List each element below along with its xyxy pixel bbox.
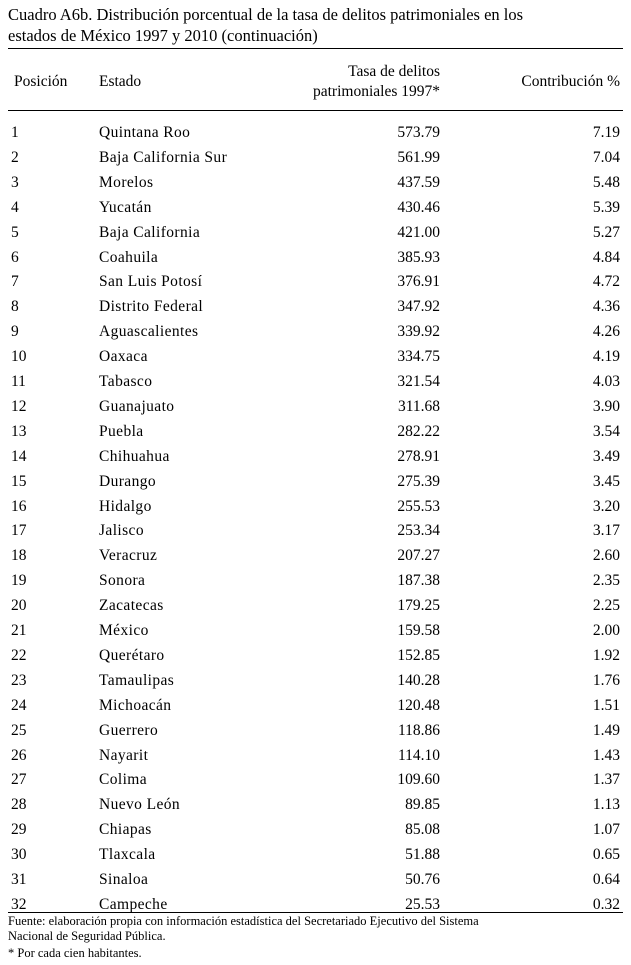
table-row (0, 297, 631, 322)
header-rule (8, 110, 623, 111)
estado-cell: Coahuila (99, 248, 159, 266)
posicion-cell: 19 (11, 572, 27, 590)
table-row (0, 198, 631, 223)
posicion-cell: 12 (11, 397, 27, 415)
table-row (0, 795, 631, 820)
tasa-cell: 339.92 (397, 323, 440, 341)
estado-cell: Tamaulipas (99, 671, 175, 689)
table-row (0, 472, 631, 497)
posicion-cell: 13 (11, 422, 27, 440)
tasa-cell: 50.76 (405, 871, 440, 888)
posicion-cell: 9 (11, 323, 19, 341)
contribucion-cell: 0.65 (592, 846, 620, 864)
tasa-cell: 437.59 (397, 173, 440, 191)
header-posicion: Posición (14, 73, 68, 90)
footnote-source-line-1: Fuente: elaboración propia con información estadística del Secretariado Ejecutivo del Sistema (8, 914, 479, 928)
estado-cell: Colima (99, 771, 148, 789)
table-row (0, 123, 631, 148)
estado-cell: Oaxaca (99, 348, 148, 366)
estado-cell: Zacatecas (99, 597, 164, 615)
contribucion-cell: 1.76 (592, 671, 620, 689)
posicion-cell: 8 (11, 298, 19, 316)
tasa-cell: 51.88 (405, 846, 440, 864)
estado-cell: Morelos (99, 173, 154, 191)
posicion-cell: 2 (11, 148, 19, 166)
top-rule (8, 48, 623, 49)
tasa-cell: 311.68 (397, 397, 440, 415)
contribucion-cell: 3.20 (592, 497, 620, 515)
contribucion-cell: 2.25 (592, 597, 620, 615)
posicion-cell: 15 (11, 472, 27, 490)
header-contribucion: Contribución % (521, 73, 620, 90)
tasa-cell: 376.91 (397, 273, 440, 291)
estado-cell: Campeche (99, 895, 168, 913)
tasa-cell: 347.92 (397, 298, 440, 316)
estado-cell: Quintana Roo (99, 124, 191, 141)
estado-cell: Guerrero (99, 721, 159, 739)
header-tasa-line-2: patrimoniales 1997* (313, 83, 440, 100)
estado-cell: Baja California Sur (99, 148, 228, 166)
table-row (0, 845, 631, 870)
tasa-cell: 561.99 (397, 148, 440, 166)
estado-cell: San Luis Potosí (99, 273, 203, 291)
estado-cell: Guanajuato (99, 397, 175, 415)
table-caption (8, 4, 623, 46)
tasa-cell: 85.08 (405, 821, 440, 839)
posicion-cell: 1 (11, 124, 19, 141)
estado-cell: Sinaloa (99, 871, 149, 888)
posicion-cell: 27 (11, 771, 27, 789)
table-row (0, 372, 631, 397)
contribucion-cell: 2.60 (592, 547, 620, 565)
posicion-cell: 10 (11, 348, 27, 366)
posicion-cell: 29 (11, 821, 27, 839)
estado-cell: Hidalgo (99, 497, 152, 515)
contribucion-cell: 3.49 (592, 447, 620, 465)
table-row (0, 596, 631, 621)
table-row (0, 696, 631, 721)
estado-cell: Aguascalientes (99, 323, 199, 341)
estado-cell: Yucatán (99, 198, 152, 216)
contribucion-cell: 4.36 (592, 298, 620, 316)
contribucion-cell: 4.26 (592, 323, 620, 341)
tasa-cell: 255.53 (397, 497, 440, 515)
contribucion-cell: 7.04 (592, 148, 620, 166)
estado-cell: Tabasco (99, 373, 153, 390)
posicion-cell: 6 (11, 248, 19, 266)
footnote-source-line-2: Nacional de Seguridad Pública. (8, 929, 166, 943)
contribucion-cell: 4.03 (592, 373, 620, 390)
table-row (0, 422, 631, 447)
estado-cell: Distrito Federal (99, 298, 204, 316)
caption-line-1: Cuadro A6b. Distribución porcentual de la tasa de delitos patrimoniales en los (8, 5, 524, 24)
contribucion-cell: 1.07 (592, 821, 620, 839)
table-row (0, 721, 631, 746)
posicion-cell: 5 (11, 223, 19, 241)
estado-cell: Sonora (99, 572, 146, 590)
estado-cell: Querétaro (99, 646, 165, 664)
contribucion-cell: 5.27 (592, 223, 620, 241)
posicion-cell: 24 (11, 696, 27, 714)
posicion-cell: 28 (11, 796, 27, 814)
estado-cell: Veracruz (99, 547, 158, 565)
table-row (0, 870, 631, 895)
table-row (0, 148, 631, 173)
table-row (0, 248, 631, 273)
footnote-source (8, 914, 623, 944)
posicion-cell: 7 (11, 273, 19, 291)
table-row (0, 347, 631, 372)
table-row (0, 646, 631, 671)
contribucion-cell: 1.49 (592, 721, 620, 739)
table-row (0, 671, 631, 696)
posicion-cell: 18 (11, 547, 27, 565)
contribucion-cell: 1.92 (592, 646, 620, 664)
table-row (0, 521, 631, 546)
tasa-cell: 421.00 (397, 223, 440, 241)
estado-cell: Puebla (99, 422, 144, 440)
table-row (0, 770, 631, 795)
tasa-cell: 114.10 (397, 746, 440, 764)
tasa-cell: 207.27 (397, 547, 440, 565)
tasa-cell: 109.60 (397, 771, 440, 789)
contribucion-cell: 1.13 (592, 796, 620, 814)
posicion-cell: 26 (11, 746, 27, 764)
estado-cell: Nuevo León (99, 796, 181, 814)
table-row (0, 746, 631, 771)
footnote-asterisk: * Por cada cien habitantes. (8, 946, 142, 960)
tasa-cell: 278.91 (397, 447, 440, 465)
posicion-cell: 20 (11, 597, 27, 615)
tasa-cell: 253.34 (397, 522, 440, 540)
table-row (0, 820, 631, 845)
posicion-cell: 21 (11, 622, 27, 639)
table-row (0, 223, 631, 248)
estado-cell: Baja California (99, 223, 201, 241)
estado-cell: Jalisco (99, 522, 144, 540)
estado-cell: Nayarit (99, 746, 149, 764)
posicion-cell: 14 (11, 447, 27, 465)
table-row (0, 447, 631, 472)
table-row (0, 571, 631, 596)
tasa-cell: 282.22 (397, 422, 440, 440)
table-row (0, 397, 631, 422)
posicion-cell: 17 (11, 522, 27, 540)
contribucion-cell: 2.35 (592, 572, 620, 590)
estado-cell: Michoacán (99, 696, 172, 714)
contribucion-cell: 0.32 (592, 895, 620, 913)
tasa-cell: 118.86 (397, 721, 440, 739)
table-row (0, 546, 631, 571)
tasa-cell: 120.48 (397, 696, 440, 714)
posicion-cell: 3 (11, 173, 19, 191)
tasa-cell: 187.38 (397, 572, 440, 590)
header-tasa-line-1: Tasa de delitos (348, 63, 440, 80)
tasa-cell: 275.39 (397, 472, 440, 490)
contribucion-cell: 3.54 (592, 422, 620, 440)
tasa-cell: 385.93 (397, 248, 440, 266)
contribucion-cell: 3.90 (592, 397, 620, 415)
table-row (0, 272, 631, 297)
posicion-cell: 31 (11, 871, 27, 888)
estado-cell: Durango (99, 472, 157, 490)
posicion-cell: 16 (11, 497, 27, 515)
contribucion-cell: 2.00 (592, 622, 620, 639)
table-row (0, 497, 631, 522)
tasa-cell: 179.25 (397, 597, 440, 615)
contribucion-cell: 4.72 (592, 273, 620, 291)
contribucion-cell: 7.19 (592, 124, 620, 141)
tasa-cell: 334.75 (397, 348, 440, 366)
caption-line-2: estados de México 1997 y 2010 (continuación) (8, 26, 318, 45)
posicion-cell: 32 (11, 895, 27, 913)
posicion-cell: 22 (11, 646, 27, 664)
posicion-cell: 11 (11, 373, 26, 390)
contribucion-cell: 4.84 (592, 248, 620, 266)
contribucion-cell: 5.48 (592, 173, 620, 191)
tasa-cell: 89.85 (405, 796, 440, 814)
estado-cell: Chihuahua (99, 447, 170, 465)
estado-cell: México (99, 622, 149, 639)
posicion-cell: 30 (11, 846, 27, 864)
posicion-cell: 23 (11, 671, 27, 689)
posicion-cell: 25 (11, 721, 27, 739)
contribucion-cell: 1.37 (592, 771, 620, 789)
contribucion-cell: 1.43 (592, 746, 620, 764)
tasa-cell: 152.85 (397, 646, 440, 664)
header-tasa (313, 62, 440, 102)
contribucion-cell: 3.17 (592, 522, 620, 540)
bottom-rule (8, 912, 623, 913)
contribucion-cell: 4.19 (592, 348, 620, 366)
estado-cell: Chiapas (99, 821, 152, 839)
tasa-cell: 159.58 (397, 622, 440, 639)
tasa-cell: 430.46 (397, 198, 440, 216)
tasa-cell: 573.79 (397, 124, 440, 141)
tasa-cell: 25.53 (405, 895, 440, 913)
header-estado: Estado (99, 73, 142, 90)
table-row (0, 621, 631, 646)
table-row (0, 322, 631, 347)
estado-cell: Tlaxcala (99, 846, 156, 864)
contribucion-cell: 0.64 (592, 871, 620, 888)
contribucion-cell: 1.51 (592, 696, 620, 714)
contribucion-cell: 3.45 (592, 472, 620, 490)
tasa-cell: 140.28 (397, 671, 440, 689)
posicion-cell: 4 (11, 198, 19, 216)
contribucion-cell: 5.39 (592, 198, 620, 216)
table-row (0, 173, 631, 198)
tasa-cell: 321.54 (397, 373, 440, 390)
